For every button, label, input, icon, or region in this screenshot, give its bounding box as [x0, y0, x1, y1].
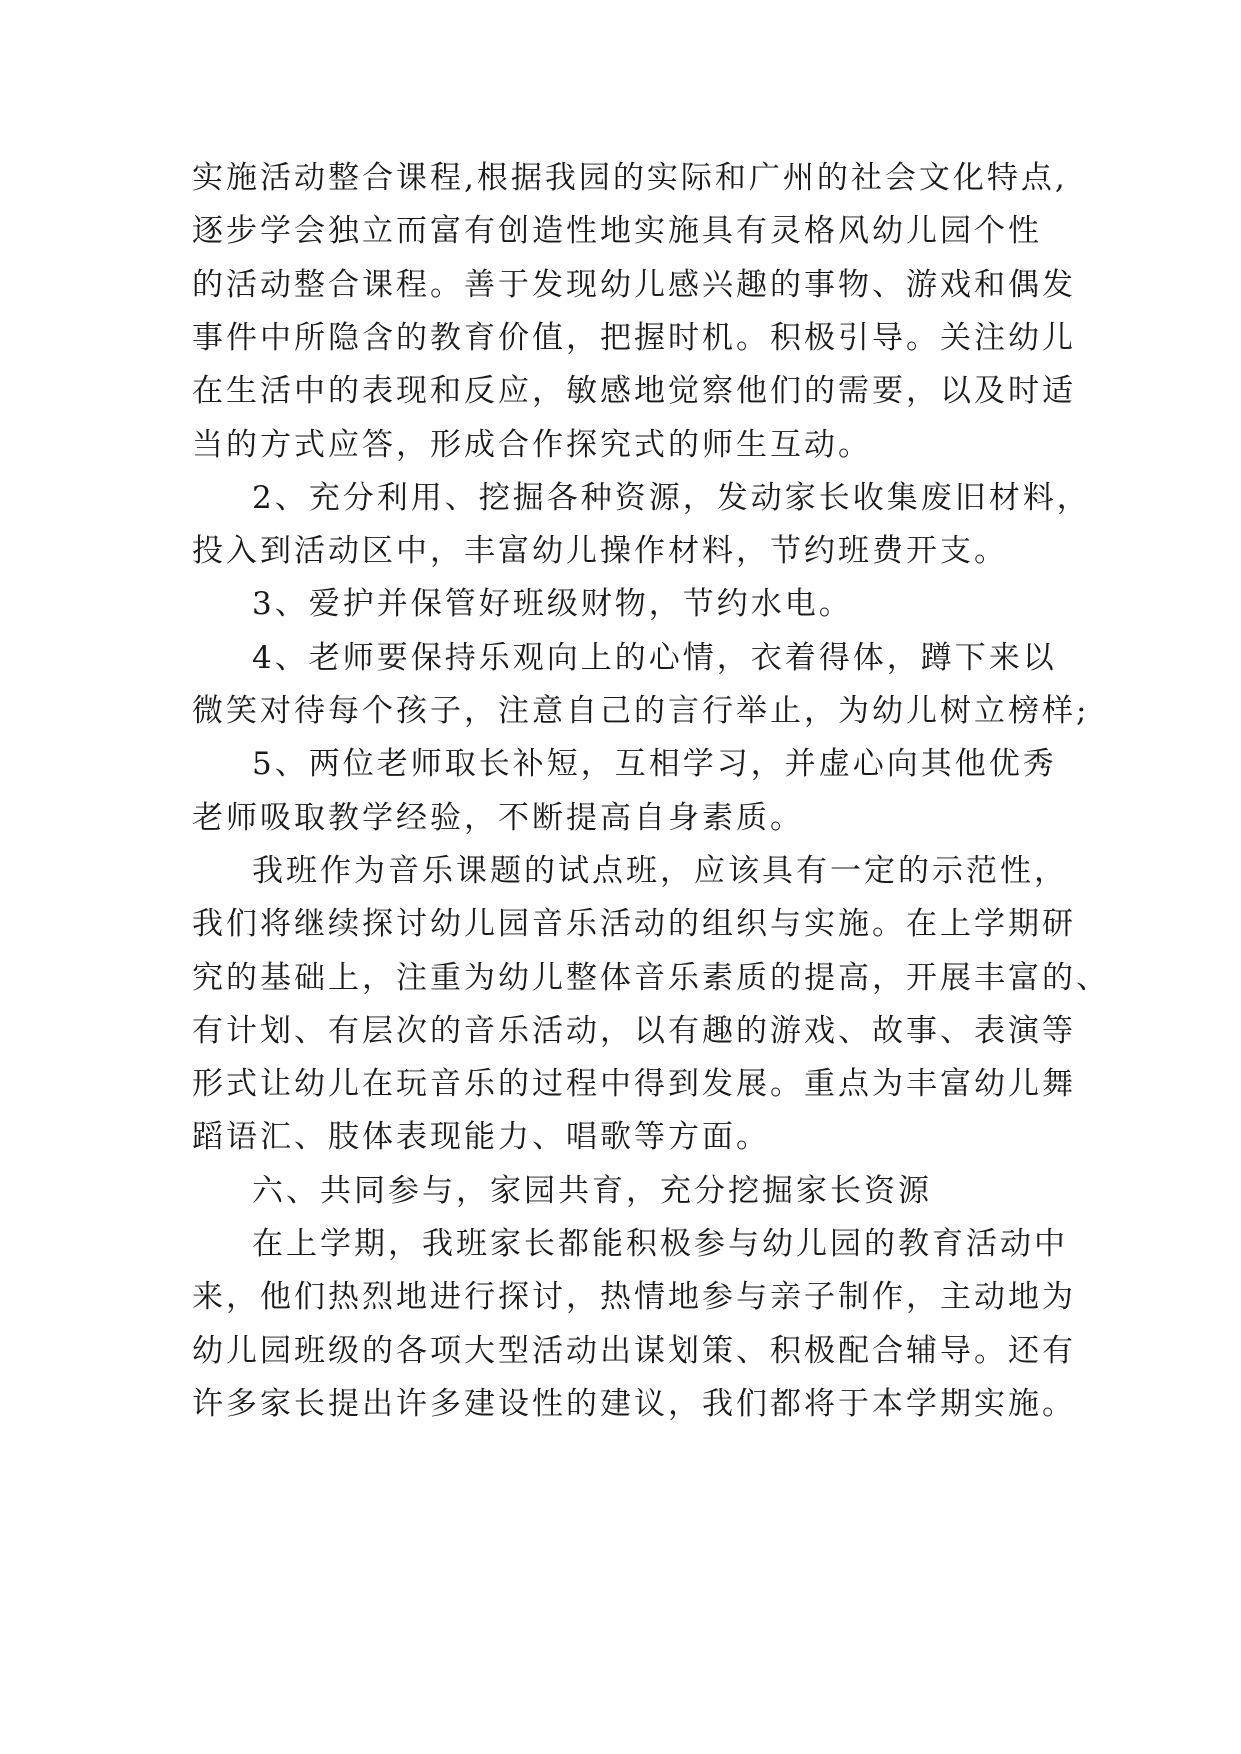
- text-line: 形式让幼儿在玩音乐的过程中得到发展。重点为丰富幼儿舞: [192, 1066, 1076, 1102]
- text-line: 实施活动整合课程,根据我园的实际和广州的社会文化特点,: [192, 160, 1068, 196]
- text-line: 2、充分利用、挖掘各种资源，发动家长收集废旧材料，: [252, 480, 1091, 516]
- text-line: 幼儿园班级的各项大型活动出谋划策、积极配合辅导。还有: [192, 1333, 1076, 1369]
- text-line: 逐步学会独立而富有创造性地实施具有灵格风幼儿园个性: [192, 213, 1042, 249]
- text-line: 在上学期，我班家长都能积极参与幼儿园的教育活动中: [252, 1226, 1068, 1262]
- text-line: 事件中所隐含的教育价值，把握时机。积极引导。关注幼儿: [192, 320, 1076, 356]
- text-line: 的活动整合课程。善于发现幼儿感兴趣的事物、游戏和偶发: [192, 267, 1076, 303]
- text-line: 六、共同参与，家园共育，充分挖掘家长资源: [252, 1173, 932, 1209]
- text-line: 许多家长提出许多建设性的建议，我们都将于本学期实施。: [192, 1386, 1076, 1422]
- text-line: 有计划、有层次的音乐活动，以有趣的游戏、故事、表演等: [192, 1013, 1076, 1049]
- text-line: 老师吸取教学经验，不断提高自身素质。: [192, 800, 804, 836]
- text-line: 微笑对待每个孩子，注意自己的言行举止，为幼儿树立榜样;: [192, 693, 1090, 729]
- text-line: 蹈语汇、肢体表现能力、唱歌等方面。: [192, 1119, 770, 1155]
- text-line: 投入到活动区中，丰富幼儿操作材料，节约班费开支。: [192, 533, 1008, 569]
- text-line: 当的方式应答，形成合作探究式的师生互动。: [192, 427, 872, 463]
- text-line: 5、两位老师取长补短，互相学习，并虚心向其他优秀: [252, 746, 1057, 782]
- text-line: 究的基础上，注重为幼儿整体音乐素质的提高，开展丰富的、: [192, 960, 1110, 996]
- text-line: 4、老师要保持乐观向上的心情，衣着得体，蹲下来以: [252, 640, 1057, 676]
- text-line: 来，他们热烈地进行探讨，热情地参与亲子制作，主动地为: [192, 1279, 1076, 1315]
- text-line: 我班作为音乐课题的试点班，应该具有一定的示范性，: [252, 853, 1068, 889]
- text-line: 在生活中的表现和反应，敏感地觉察他们的需要，以及时适: [192, 373, 1076, 409]
- text-line: 3、爱护并保管好班级财物，节约水电。: [252, 586, 853, 622]
- text-line: 我们将继续探讨幼儿园音乐活动的组织与实施。在上学期研: [192, 906, 1076, 942]
